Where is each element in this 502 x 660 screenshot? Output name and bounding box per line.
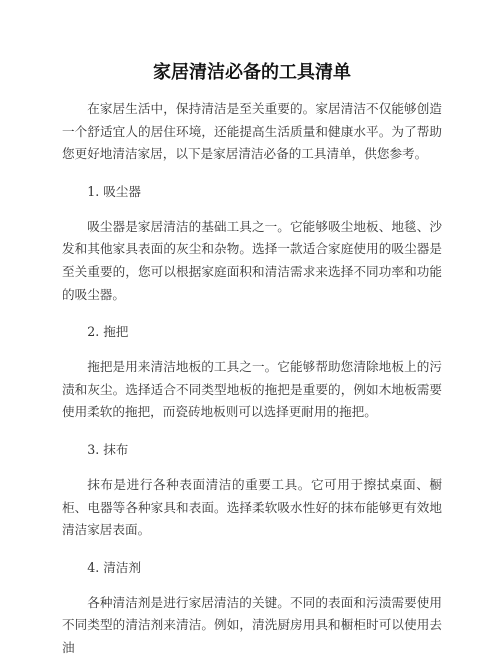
section-cleaner [62, 558, 442, 660]
document-title: 家居清洁必备的工具清单 [153, 62, 351, 83]
section-body: 吸尘器是家居清洁的基础工具之一。它能够吸尘地板、地毯、沙发和其他家具表面的灰尘和杂物。选择一款适合家庭使用的吸尘器是至关重要的，您可以根据家庭面积和清洁需求来选择不同功率和功能的吸尘器。 [62, 218, 442, 302]
section-heading: 2. 拖把 [87, 324, 129, 340]
intro-paragraph: 在家居生活中，保持清洁是至关重要的。家居清洁不仅能够创造一个舒适宜人的居住环境，还能提高生活质量和健康水平。为了帮助您更好地清洁家居，以下是家居清洁必备的工具清单，供您参考。 [62, 101, 442, 162]
section-body: 抹布是进行各种表面清洁的重要工具。它可用于擦拭桌面、橱柜、电器等各种家具和表面。选择柔软吸水性好的抹布能够更有效地清洁家居表面。 [62, 476, 442, 538]
section-heading: 3. 抹布 [87, 441, 129, 457]
section-vacuum [62, 182, 442, 306]
section-cloth [62, 440, 442, 542]
section-body: 各种清洁剂是进行家居清洁的关键。不同的表面和污渍需要使用不同类型的清洁剂来清洁。例如，清洗厨房用具和橱柜时可以使用去油 [62, 594, 442, 655]
section-mop [62, 322, 442, 424]
section-heading: 1. 吸尘器 [87, 183, 141, 199]
section-heading: 4. 清洁剂 [87, 559, 141, 575]
section-body: 拖把是用来清洁地板的工具之一。它能够帮助您清除地板上的污渍和灰尘。选择适合不同类型地板的拖把是重要的，例如木地板需要使用柔软的拖把，而瓷砖地板则可以选择更耐用的拖把。 [62, 359, 442, 420]
